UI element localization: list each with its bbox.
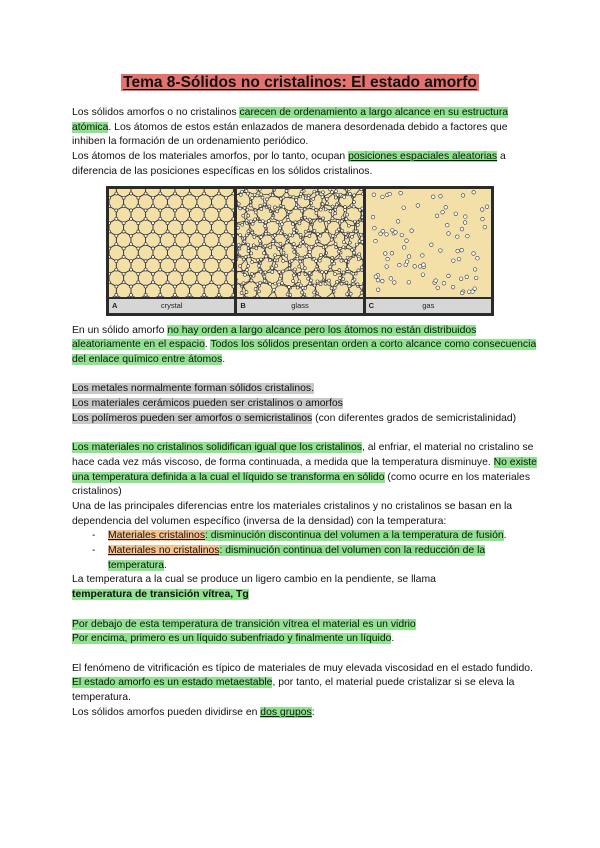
document-body bbox=[72, 106, 542, 720]
caption-letter: C bbox=[368, 300, 375, 310]
paragraph-volume: Una de las principales diferencias entre los materiales cristalinos y no cristalinos se basan en la dependencia del volumen específico (inversa de la densidad) con la temperatura: bbox=[72, 500, 513, 527]
text: Los sólidos amorfos pueden dividirse en bbox=[72, 706, 261, 718]
text: . bbox=[222, 353, 226, 365]
polymers-line bbox=[72, 412, 542, 427]
paragraph-tg-intro: La temperatura a la cual se produce un ligero cambio en la pendiente, se llama bbox=[72, 574, 436, 586]
text: a diferencia de las posiciones específicas en los sólidos cristalinos. bbox=[72, 151, 506, 177]
caption-gas bbox=[366, 299, 491, 313]
paragraph-short-range bbox=[72, 324, 542, 368]
text: (con diferentes grados de semicristalinidad) bbox=[312, 412, 517, 424]
highlight-green: no hay orden a largo alcance pero los átomos no están distribuidos aleatoriamente en el espacio bbox=[72, 324, 477, 351]
text: Los átomos de los materiales amorfos, por lo tanto, ocupan bbox=[72, 151, 349, 163]
gas-particles-drawing bbox=[366, 189, 491, 297]
tg-term bbox=[72, 588, 542, 603]
highlight-green: Los materiales no cristalinos solidifican igual que los cristalinos bbox=[72, 442, 362, 454]
highlight-green: Por encima, primero es un líquido subenfriado y finalmente un líquido bbox=[72, 633, 392, 645]
highlight-green: carecen de ordenamiento a largo alcance en su estructura atómica bbox=[72, 107, 509, 133]
text: , al enfriar, el material no cristalino se hace cada vez más viscoso, de forma continuada, a medida que la temperatura disminuye. bbox=[72, 442, 534, 468]
paragraph-positions bbox=[72, 150, 542, 179]
text: : bbox=[311, 706, 315, 718]
text: Los sólidos amorfos o no cristalinos bbox=[72, 107, 240, 118]
text: . bbox=[164, 559, 167, 571]
title-text: Tema 8-Sólidos no cristalinos: El estado amorfo bbox=[123, 74, 477, 91]
highlight-green: Todos los sólidos presentan orden a corto alcance como consecuencia del enlace químico entre átomos bbox=[72, 339, 537, 365]
page-title bbox=[0, 74, 600, 92]
list-item bbox=[108, 544, 542, 573]
caption-letter: A bbox=[112, 300, 118, 310]
glass-panel bbox=[237, 189, 362, 297]
caption-name: crystal bbox=[160, 300, 183, 310]
caption-glass bbox=[237, 299, 362, 313]
highlight-orange: Materiales cristalinos bbox=[108, 530, 206, 542]
text: . bbox=[503, 530, 507, 542]
highlight-green: : disminución continua del volumen con la reducción de la temperatura bbox=[108, 545, 486, 571]
crystal-panel bbox=[109, 189, 234, 297]
crystal-lattice-drawing bbox=[109, 189, 234, 297]
ceramics-line bbox=[72, 397, 542, 412]
below-tg-line bbox=[72, 618, 542, 633]
list-item bbox=[108, 529, 542, 544]
paragraph-intro bbox=[72, 106, 542, 150]
highlight-gray: Los polímeros pueden ser amorfos o semicristalinos bbox=[72, 412, 313, 424]
highlight-green: No existe una temperatura definida a la cual el líquido se transforma en sólido bbox=[72, 456, 537, 483]
metals-line bbox=[72, 382, 542, 397]
highlight-green: posiciones espaciales aleatorias bbox=[348, 151, 498, 163]
paragraph-groups bbox=[72, 706, 542, 721]
text: . bbox=[391, 633, 395, 645]
highlight-green-bold: temperatura de transición vítrea, Tg bbox=[72, 589, 249, 601]
highlight-green: Por debajo de esta temperatura de transición vítrea el material es un vidrio bbox=[72, 618, 416, 630]
glass-network-drawing bbox=[237, 189, 362, 297]
highlight-orange: Materiales no cristalinos bbox=[108, 545, 220, 557]
paragraph-solidification bbox=[72, 441, 542, 500]
caption-name: gas bbox=[422, 300, 435, 310]
highlight-gray: Los metales normalmente forman sólidos cristalinos. bbox=[72, 383, 314, 395]
structure-figure bbox=[106, 186, 494, 316]
caption-letter: B bbox=[240, 300, 246, 310]
text: En un sólido amorfo bbox=[72, 324, 168, 336]
paragraph-vitrification bbox=[72, 662, 542, 706]
text: El fenómeno de vitrificación es típico de materiales de muy elevada viscosidad en el estado fundido. bbox=[72, 662, 533, 674]
volume-list bbox=[72, 529, 542, 573]
highlight-green: El estado amorfo es un estado metaestable bbox=[72, 677, 273, 689]
text: . bbox=[204, 339, 211, 351]
text: . Los átomos de estos están enlazados de manera desordenada debido a factores que inhiben la formación de un ordenamiento periódico. bbox=[72, 121, 508, 148]
text: (como ocurre en los materiales cristalinos) bbox=[72, 471, 531, 498]
highlight-green: dos grupos bbox=[260, 706, 312, 718]
caption-crystal bbox=[109, 299, 234, 313]
text: , por tanto, el material puede cristalizar si se eleva la temperatura. bbox=[72, 677, 515, 704]
highlight-green: : disminución discontinua del volumen a la temperatura de fusión bbox=[205, 530, 504, 542]
highlight-gray: Los materiales cerámicos pueden ser cristalinos o amorfos bbox=[72, 398, 343, 410]
caption-name: glass bbox=[291, 300, 309, 310]
above-tg-line bbox=[72, 632, 542, 647]
gas-panel bbox=[366, 189, 491, 297]
